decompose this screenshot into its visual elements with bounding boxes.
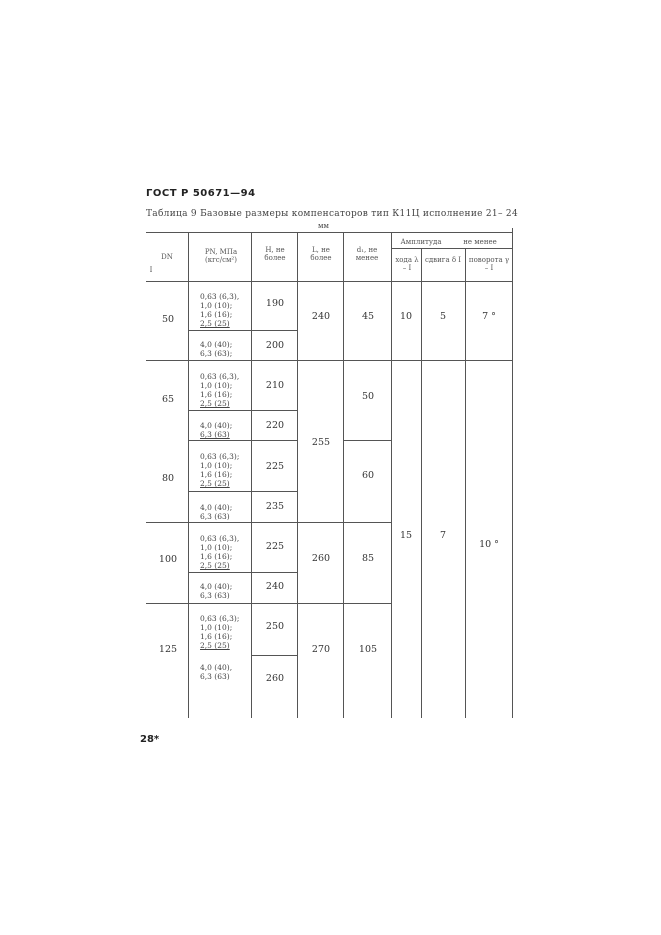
pn-50-a: 0,63 (6,3), 1,0 (10); 1,6 (16); 2,5 (25)	[200, 292, 240, 328]
pn-100-b: 4,0 (40); 6,3 (63)	[200, 582, 233, 600]
header-pn: PN, МПа (кгс/см²)	[204, 248, 238, 264]
document-id: ГОСТ Р 50671—94	[146, 188, 256, 199]
dn-80: 80	[161, 473, 175, 484]
pn-50-b: 4,0 (40); 6,3 (63);	[200, 340, 233, 358]
col-rule-right	[512, 228, 513, 718]
h-125-a: 250	[265, 621, 285, 632]
rule-dn-50	[146, 360, 251, 361]
table-unit: мм	[318, 222, 329, 230]
d-80: 60	[361, 470, 375, 481]
rule-dn-100	[146, 603, 251, 604]
dn-50: 50	[161, 314, 175, 325]
header-d: d₁, не менее	[355, 246, 379, 262]
rule-50-a	[189, 330, 297, 331]
header-dn: DN	[161, 253, 173, 261]
h-100-b: 240	[265, 581, 285, 592]
page-number: 28*	[140, 734, 160, 745]
h-65-b: 220	[265, 420, 285, 431]
rule-l-80	[298, 522, 391, 523]
axial-rest: 15	[399, 530, 413, 541]
table-top-rule	[146, 232, 513, 233]
amplitude-sub-rule	[391, 248, 513, 249]
header-dn-sub: I	[149, 266, 153, 274]
header-amplitude: Амплитуда	[400, 238, 442, 246]
pn-125-b: 4,0 (40), 6,3 (63)	[200, 663, 233, 681]
pn-65-a: 0,63 (6,3), 1,0 (10); 1,6 (16); 2,5 (25)	[200, 372, 240, 408]
h-80-a: 225	[265, 461, 285, 472]
rule-l-100	[298, 603, 391, 604]
rule-65-a	[189, 410, 297, 411]
header-axial: хода λ – I	[395, 256, 419, 272]
col-rule-d	[343, 232, 344, 718]
l-100: 260	[311, 553, 331, 564]
table-caption: Таблица 9 Базовые размеры компенсаторов тип К11Ц исполнение 21– 24	[146, 209, 518, 219]
h-50-b: 200	[265, 340, 285, 351]
turn-rest: 10 °	[479, 539, 499, 550]
rule-h-100	[252, 603, 297, 604]
pn-125-a: 0,63 (6,3); 1,0 (10); 1,6 (16); 2,5 (25)	[200, 614, 240, 650]
shift-rest: 7	[439, 530, 447, 541]
d-65: 50	[361, 391, 375, 402]
dn-100: 100	[158, 554, 178, 565]
header-h: H, не более	[264, 246, 286, 262]
header-shift: сдвига δ I	[424, 256, 462, 264]
rule-125-a	[252, 655, 297, 656]
h-80-b: 235	[265, 501, 285, 512]
dn-65: 65	[161, 394, 175, 405]
pn-80-a: 0,63 (6,3); 1,0 (10); 1,6 (16); 2,5 (25)	[200, 452, 240, 488]
rule-h-65	[252, 440, 297, 441]
l-50: 240	[311, 311, 331, 322]
rule-h-80	[252, 522, 297, 523]
d-125: 105	[358, 644, 378, 655]
col-rule-pn	[188, 232, 189, 718]
shift-50: 5	[439, 311, 447, 322]
rule-amp-50	[392, 360, 512, 361]
h-100-a: 225	[265, 541, 285, 552]
rule-100-a	[189, 572, 297, 573]
l-125: 270	[311, 644, 331, 655]
rule-dn-80	[146, 522, 251, 523]
h-50-a: 190	[265, 298, 285, 309]
h-65-a: 210	[265, 380, 285, 391]
d-50: 45	[361, 311, 375, 322]
pn-100-a: 0,63 (6,3), 1,0 (10); 1,6 (16); 2,5 (25)	[200, 534, 240, 570]
axial-50: 10	[399, 311, 413, 322]
dn-125: 125	[158, 644, 178, 655]
header-amplitude-note: не менее	[463, 238, 497, 246]
h-125-b: 260	[265, 673, 285, 684]
header-l: L, не более	[310, 246, 332, 262]
col-rule-amp	[391, 232, 392, 718]
rule-80-a	[189, 491, 297, 492]
l-65-80: 255	[311, 437, 331, 448]
header-turn: поворота γ – I	[468, 256, 510, 272]
turn-50: 7 °	[482, 311, 496, 322]
rule-dn-65	[189, 440, 251, 441]
col-rule-l	[297, 232, 298, 718]
col-rule-h	[251, 232, 252, 718]
rule-d-65	[344, 440, 391, 441]
pn-65-b: 4,0 (40); 6,3 (63)	[200, 421, 233, 439]
header-bottom-rule	[146, 281, 513, 282]
pn-80-b: 4,0 (40); 6,3 (63)	[200, 503, 233, 521]
rule-l-50	[298, 360, 391, 361]
rule-h-50	[252, 360, 297, 361]
d-100: 85	[361, 553, 375, 564]
